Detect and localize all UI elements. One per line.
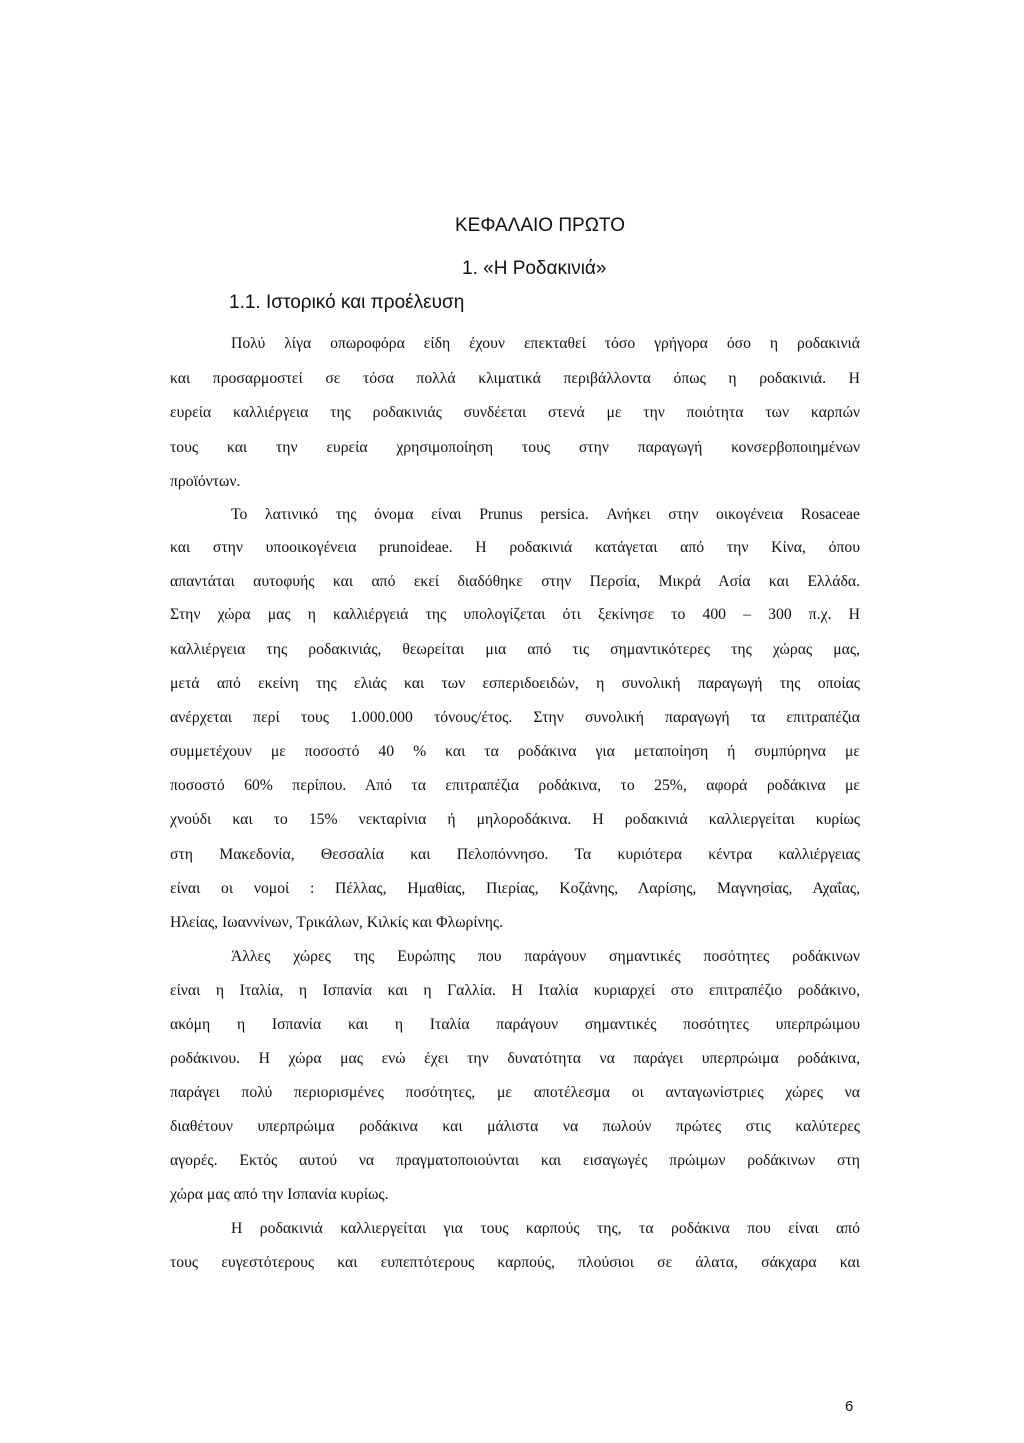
text-line: ροδάκινου. Η χώρα μας ενώ έχει την δυνατότητα να παράγει υπερπρώιμα ροδάκινα, bbox=[170, 1050, 860, 1067]
subsection-title: 1.1. Ιστορικό και προέλευση bbox=[229, 292, 465, 313]
text-line: ποσοστό 60% περίπου. Από τα επιτραπέζια ροδάκινα, το 25%, αφορά ροδάκινα με bbox=[170, 777, 860, 794]
text-line: Άλλες χώρες της Ευρώπης που παράγουν σημαντικές ποσότητες ροδάκινων bbox=[231, 948, 860, 965]
text-line: χώρα μας από την Ισπανία κυρίως. bbox=[170, 1186, 389, 1203]
text-line: Η ροδακινιά καλλιεργείται για τους καρπούς της, τα ροδάκινα που είναι από bbox=[231, 1220, 860, 1237]
text-line: στη Μακεδονία, Θεσσαλία και Πελοπόννησο. Τα κυριότερα κέντρα καλλιέργειας bbox=[170, 846, 860, 863]
text-line: τους και την ευρεία χρησιμοποίηση τους στην παραγωγή κονσερβοποιημένων bbox=[170, 439, 860, 456]
text-line: Πολύ λίγα οπωροφόρα είδη έχουν επεκταθεί τόσο γρήγορα όσο η ροδακινιά bbox=[231, 335, 860, 352]
text-line: μετά από εκείνη της ελιάς και των εσπεριδοειδών, η συνολική παραγωγή της οποίας bbox=[170, 675, 860, 692]
text-line: και προσαρμοστεί σε τόσα πολλά κλιματικά περιβάλλοντα όπως η ροδακινιά. Η bbox=[170, 370, 860, 387]
text-line: διαθέτουν υπερπρώιμα ροδάκινα και μάλιστα να πωλούν πρώτες στις καλύτερες bbox=[170, 1118, 860, 1135]
text-line: Στην χώρα μας η καλλιέργειά της υπολογίζεται ότι ξεκίνησε το 400 – 300 π.χ. Η bbox=[170, 606, 860, 623]
text-line: ανέρχεται περί τους 1.000.000 τόνους/έτος. Στην συνολική παραγωγή τα επιτραπέζια bbox=[170, 709, 860, 726]
text-line: ακόμη η Ισπανία και η Ιταλία παράγουν σημαντικές ποσότητες υπερπρώιμου bbox=[170, 1016, 860, 1033]
text-line: τους ευγεστότερους και ευπεπτότερους καρπούς, πλούσιοι σε άλατα, σάκχαρα και bbox=[170, 1254, 860, 1271]
text-line: ευρεία καλλιέργεια της ροδακινιάς συνδέεται στενά με την ποιότητα των καρπών bbox=[170, 404, 860, 421]
text-line: Ηλείας, Ιωαννίνων, Τρικάλων, Κιλκίς και Φλωρίνης. bbox=[170, 914, 504, 931]
text-line: καλλιέργεια της ροδακινιάς, θεωρείται μια από τις σημαντικότερες της χώρας μας, bbox=[170, 641, 860, 658]
text-line: και στην υποοικογένεια prunoideae. Η ροδακινιά κατάγεται από την Κίνα, όπου bbox=[170, 539, 860, 556]
text-line: παράγει πολύ περιορισμένες ποσότητες, με αποτέλεσμα οι ανταγωνίστριες χώρες να bbox=[170, 1084, 860, 1101]
text-line: είναι οι νομοί : Πέλλας, Ημαθίας, Πιερίας, Κοζάνης, Λαρίσης, Μαγνησίας, Αχαΐας, bbox=[170, 880, 860, 897]
text-line: είναι η Ιταλία, η Ισπανία και η Γαλλία. Η Ιταλία κυριαρχεί στο επιτραπέζιο ροδάκινο, bbox=[170, 982, 860, 999]
page-number: 6 bbox=[845, 1398, 854, 1415]
chapter-title: ΚΕΦΑΛΑΙΟ ΠΡΩΤΟ bbox=[455, 215, 625, 236]
text-line: προϊόντων. bbox=[170, 473, 241, 490]
text-line: συμμετέχουν με ποσοστό 40 % και τα ροδάκινα για μεταποίηση ή συμπύρηνα με bbox=[170, 743, 860, 760]
section-title: 1. «Η Ροδακινιά» bbox=[462, 258, 607, 279]
text-line: χνούδι και το 15% νεκταρίνια ή μηλοροδάκινα. Η ροδακινιά καλλιεργείται κυρίως bbox=[170, 811, 860, 828]
text-line: απαντάται αυτοφυής και από εκεί διαδόθηκε στην Περσία, Μικρά Ασία και Ελλάδα. bbox=[170, 573, 860, 590]
text-line: αγορές. Εκτός αυτού να πραγματοποιούνται και εισαγωγές πρώιμων ροδάκινων στη bbox=[170, 1152, 860, 1169]
text-line: Το λατινικό της όνομα είναι Prunus persica. Ανήκει στην οικογένεια Rosaceae bbox=[231, 506, 860, 523]
